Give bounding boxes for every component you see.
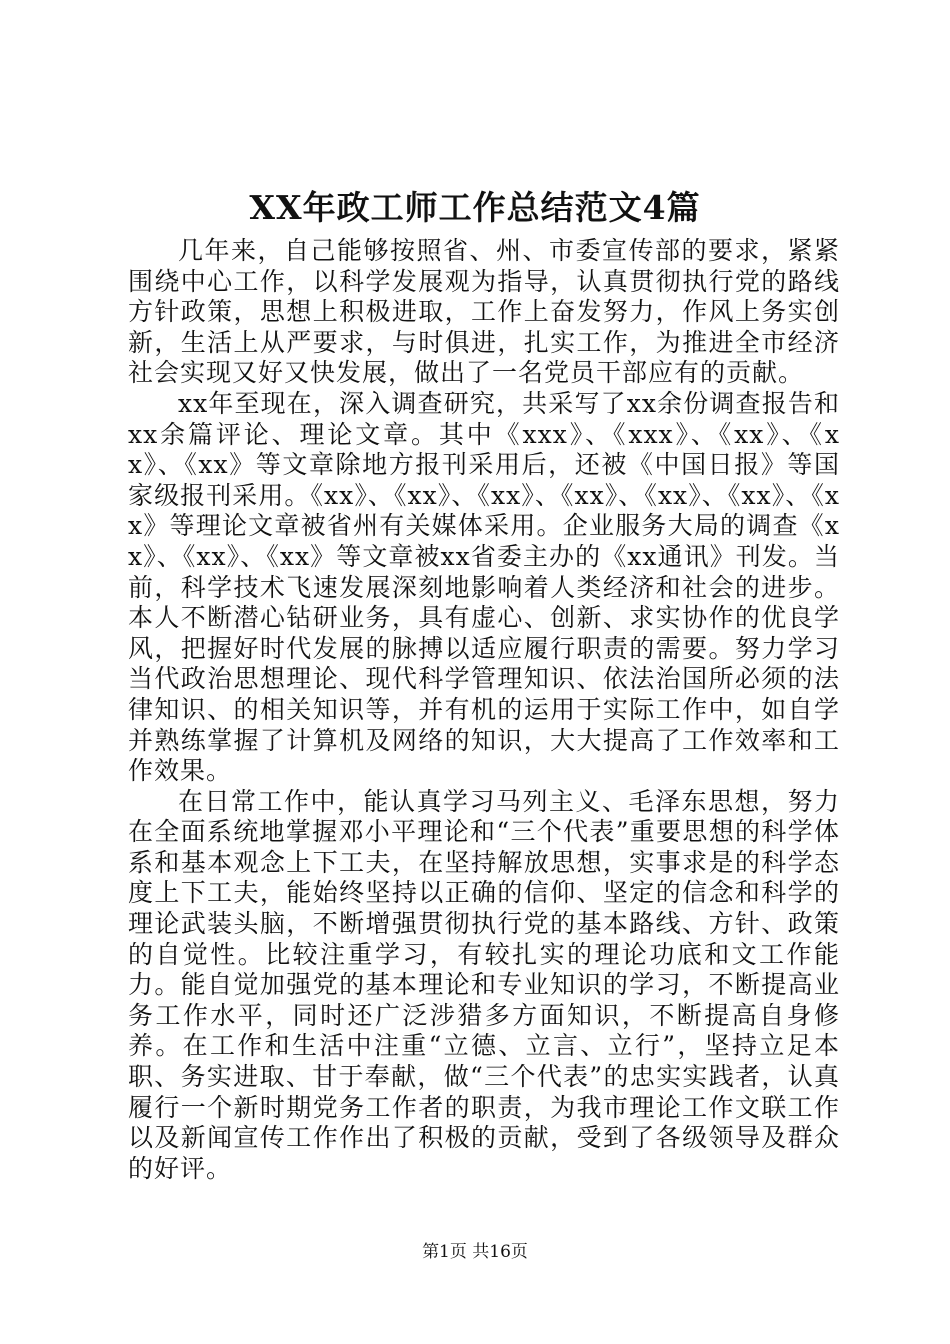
paragraph-3: 在日常工作中，能认真学习马列主义、毛泽东思想，努力在全面系统地掌握邓小平理论和“三个代表”重要思想的科学体系和基本观念上下工夫，在坚持解放思想，实事求是的科学态度上下工夫，能始终坚持以正确的信仰、坚定的信念和科学的理论武装头脑，不断增强贯彻执行党的基本路线、方针、政策的自觉性。比较注重学习，有较扎实的理论功底和文工作能力。能自觉加强党的基本理论和专业知识的学习，不断提高业务工作水平，同时还广泛涉猎多方面知识，不断提高自身修养。在工作和生活中注重“立德、立言、立行”，坚持立足本职、务实进取、甘于奉献，做“三个代表”的忠实实践者，认真履行一个新时期党务工作者的职责，为我市理论工作文联工作以及新闻宣传工作作出了积极的贡献，受到了各级领导及群众的好评。: [128, 786, 840, 1183]
paragraph-1: 几年来，自己能够按照省、州、市委宣传部的要求，紧紧围绕中心工作，以科学发展观为指导，认真贯彻执行党的路线方针政策，思想上积极进取，工作上奋发努力，作风上务实创新，生活上从严要求，与时俱进，扎实工作，为推进全市经济社会实现又好又快发展，做出了一名党员干部应有的贡献。: [128, 236, 840, 388]
page-number-footer: 第1页 共16页: [422, 1242, 528, 1262]
document-title: XX年政工师工作总结范文4篇: [249, 188, 701, 227]
document-body: [128, 236, 840, 1184]
paragraph-2: xx年至现在，深入调查研究，共采写了xx余份调查报告和xx余篇评论、理论文章。其中《xxx》、《xxx》、《xx》、《xx》、《xx》等文章除地方报刊采用后，还被《中国日报》等国家级报刊采用。《xx》、《xx》、《xx》、《xx》、《xx》、《xx》、《xx》等理论文章被省州有关媒体采用。企业服务大局的调查《xx》、《xx》、《xx》等文章被xx省委主办的《xx通讯》刊发。当前，科学技术飞速发展深刻地影响着人类经济和社会的进步。本人不断潜心钻研业务，具有虚心、创新、求实协作的优良学风，把握好时代发展的脉搏以适应履行职责的需要。努力学习当代政治思想理论、现代科学管理知识、依法治国所必须的法律知识、的相关知识等，并有机的运用于实际工作中，如自学并熟练掌握了计算机及网络的知识，大大提高了工作效率和工作效果。: [128, 388, 840, 786]
